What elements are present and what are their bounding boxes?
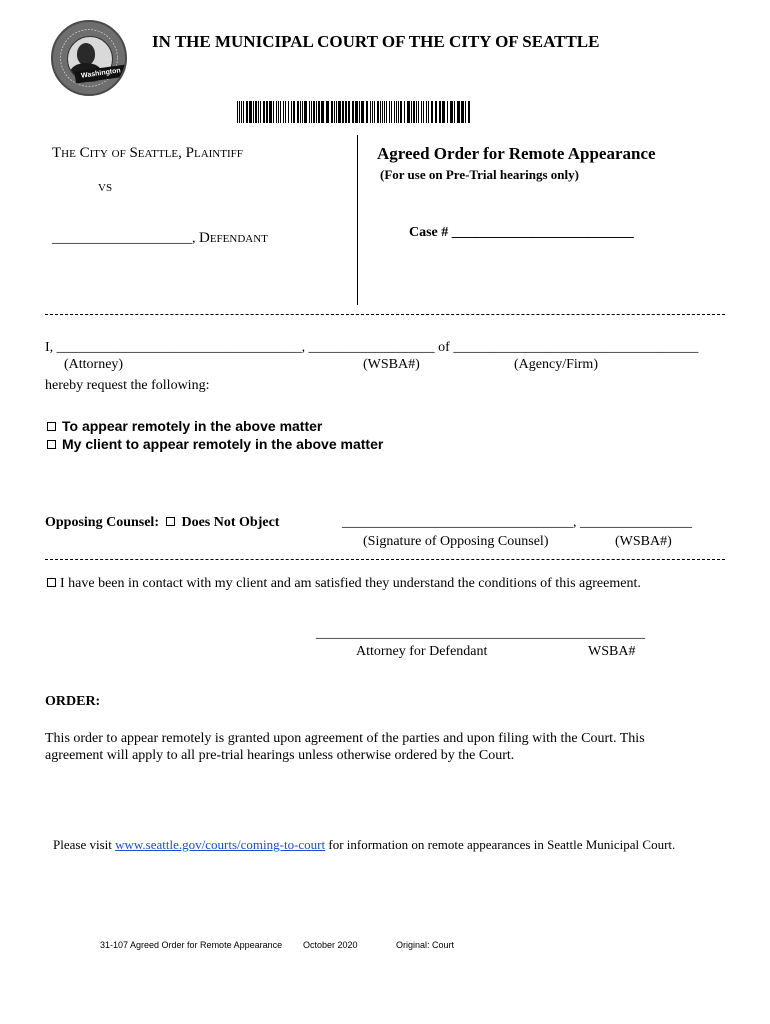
barcode-bar [394, 101, 395, 123]
barcode-bar [243, 101, 244, 123]
barcode-bar [407, 101, 410, 123]
barcode-bar [249, 101, 252, 123]
section-divider-1 [45, 314, 725, 315]
barcode-bar [291, 101, 292, 123]
opposing-signature-line[interactable]: _________________________________, ________________ [342, 515, 692, 530]
checkbox-icon[interactable] [47, 422, 56, 431]
barcode-bar [465, 101, 466, 123]
barcode-bar [342, 101, 344, 123]
barcode-bar [398, 101, 399, 123]
barcode-bar [348, 101, 350, 123]
order-text-line2: agreement will apply to all pre-trial hearings unless otherwise ordered by the Court. [45, 748, 515, 763]
visit-line [53, 837, 675, 853]
case-number-blank[interactable]: __________________________ [451, 225, 634, 240]
vs-label: vs [98, 179, 113, 195]
opposing-counsel-label: Opposing Counsel: [45, 515, 159, 530]
barcode-bar [447, 101, 448, 123]
barcode-bar [374, 101, 375, 123]
barcode-bar [285, 101, 286, 123]
defendant-line[interactable] [52, 230, 268, 247]
checkbox-icon[interactable] [47, 440, 56, 449]
barcode-bar [435, 101, 437, 123]
barcode-bar [293, 101, 295, 123]
does-not-object-label: Does Not Object [181, 515, 280, 530]
client-contact-statement: I have been in contact with my client and am satisfied they understand the conditions of this agreement. [60, 576, 641, 591]
court-website-link[interactable]: www.seattle.gov/courts/coming-to-court [115, 837, 326, 852]
wsba-label: (WSBA#) [363, 357, 420, 372]
barcode-bar [418, 101, 419, 123]
barcode-bar [423, 101, 424, 123]
barcode-bar [352, 101, 354, 123]
barcode-bar [273, 101, 274, 123]
barcode-bar [396, 101, 397, 123]
defense-wsba-label: WSBA# [588, 644, 636, 659]
opposing-wsba-label: (WSBA#) [615, 534, 672, 549]
barcode-bar [338, 101, 341, 123]
barcode-bar [241, 101, 242, 123]
barcode-bar [370, 101, 371, 123]
visit-prefix: Please visit [53, 837, 112, 852]
barcode-bar [468, 101, 470, 123]
barcode-bar [260, 101, 261, 123]
option-appear-remotely[interactable] [47, 418, 322, 434]
barcode-bar [246, 101, 248, 123]
visit-suffix: for information on remote appearances in Seattle Municipal Court. [328, 837, 676, 852]
footer-form-id: 31-107 Agreed Order for Remote Appearance [100, 940, 283, 950]
defendant-name-blank[interactable]: ____________________ [52, 231, 192, 246]
barcode-bar [404, 101, 405, 123]
barcode-bar [311, 101, 312, 123]
barcode-bar [336, 101, 337, 123]
checkbox-icon[interactable] [166, 517, 175, 526]
barcode-bar [386, 101, 387, 123]
attorney-for-defendant-label: Attorney for Defendant [356, 644, 488, 659]
barcode-bar [326, 101, 329, 123]
defense-signature-line[interactable]: _______________________________________________ [316, 626, 645, 641]
attorney-request-line[interactable]: I, ___________________________________, __________________ of ___________________________________ [45, 340, 699, 355]
barcode-bar [309, 101, 310, 123]
barcode-bar [297, 101, 299, 123]
option1-label: To appear remotely in the above matter [62, 418, 323, 434]
barcode-bar [372, 101, 373, 123]
barcode-bar [345, 101, 347, 123]
barcode-bar [302, 101, 303, 123]
barcode-bar [304, 101, 307, 123]
barcode-bar [255, 101, 257, 123]
barcode-bar [411, 101, 412, 123]
order-text-line1: This order to appear remotely is granted upon agreement of the parties and upon filing with the Court. This [45, 731, 645, 746]
defendant-label: Defendant [199, 230, 268, 246]
order-heading: ORDER: [45, 694, 101, 709]
barcode-bar [239, 101, 240, 123]
barcode-bar [380, 101, 381, 123]
barcode-bar [426, 101, 427, 123]
barcode-bar [400, 101, 402, 123]
barcode-bar [428, 101, 429, 123]
barcode-bar [391, 101, 392, 123]
barcode-bar [278, 101, 279, 123]
barcode-bar [384, 101, 385, 123]
opposing-counsel-row[interactable] [45, 515, 279, 531]
seal-banner: Washington [74, 64, 127, 83]
option2-label: My client to appear remotely in the above matter [62, 436, 384, 452]
barcode [237, 101, 471, 123]
barcode-bar [288, 101, 289, 123]
barcode-bar [269, 101, 272, 123]
barcode-bar [331, 101, 333, 123]
barcode-bar [355, 101, 358, 123]
attorney-label: (Attorney) [64, 357, 124, 372]
court-title: IN THE MUNICIPAL COURT OF THE CITY OF SEATTLE [152, 32, 600, 51]
form-subtitle: (For use on Pre-Trial hearings only) [380, 167, 579, 182]
footer-copy: Original: Court [396, 940, 455, 950]
defendant-sep: , [192, 231, 196, 246]
barcode-bar [253, 101, 254, 123]
barcode-bar [258, 101, 259, 123]
barcode-bar [321, 101, 324, 123]
barcode-bar [313, 101, 315, 123]
barcode-bar [366, 101, 368, 123]
checkbox-icon[interactable] [47, 578, 56, 587]
agency-label: (Agency/Firm) [514, 357, 598, 372]
barcode-bar [263, 101, 265, 123]
barcode-bar [280, 101, 281, 123]
form-title: Agreed Order for Remote Appearance [377, 144, 656, 163]
case-number-field[interactable] [409, 225, 634, 241]
option-client-appear-remotely[interactable] [47, 436, 383, 452]
barcode-bar [439, 101, 441, 123]
barcode-bar [431, 101, 433, 123]
footer-date: October 2020 [303, 940, 358, 950]
barcode-bar [276, 101, 277, 123]
caption-divider [357, 135, 358, 305]
request-intro: hereby request the following: [45, 378, 210, 393]
client-contact-row[interactable] [47, 576, 641, 592]
barcode-bar [377, 101, 379, 123]
barcode-bar [454, 101, 455, 123]
barcode-bar [361, 101, 364, 123]
section-divider-2 [45, 559, 725, 560]
barcode-bar [359, 101, 360, 123]
barcode-bar [413, 101, 415, 123]
barcode-bar [461, 101, 464, 123]
barcode-bar [266, 101, 268, 123]
barcode-bar [389, 101, 390, 123]
case-label: Case # [409, 225, 449, 240]
barcode-bar [283, 101, 284, 123]
opposing-signature-label: (Signature of Opposing Counsel) [363, 534, 549, 549]
plaintiff-caption: The City of Seattle, Plaintiff [52, 145, 243, 161]
barcode-bar [421, 101, 422, 123]
barcode-bar [334, 101, 335, 123]
barcode-bar [316, 101, 317, 123]
barcode-bar [382, 101, 383, 123]
barcode-bar [457, 101, 460, 123]
barcode-bar [318, 101, 320, 123]
barcode-bar [442, 101, 445, 123]
barcode-bar [450, 101, 453, 123]
city-seal-logo [51, 20, 127, 96]
barcode-bar [416, 101, 417, 123]
barcode-bar [300, 101, 301, 123]
barcode-bar [237, 101, 238, 123]
